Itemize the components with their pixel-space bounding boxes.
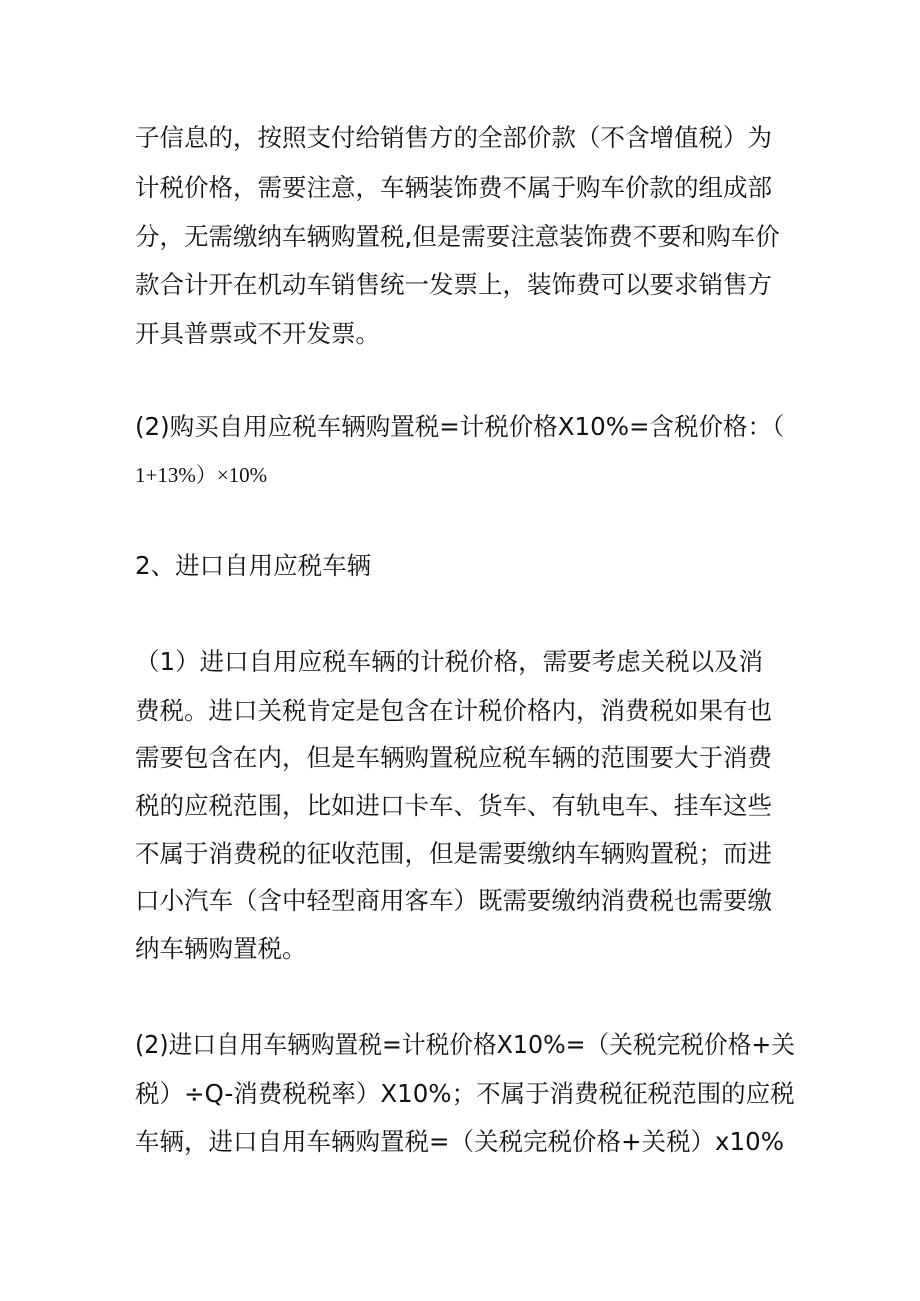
paragraph-1-line-1: 子信息的，按照支付给销售方的全部价款（不含增值税）为	[135, 123, 772, 152]
paragraph-4-line-3: 车辆，进口自用车辆购置税=（关税完税价格+关税）x10%	[135, 1127, 785, 1156]
paragraph-1-line-4: 款合计开在机动车销售统一发票上，装饰费可以要求销售方	[135, 270, 772, 299]
paragraph-2-line-2: 1+13%）×10%	[135, 463, 268, 487]
paragraph-3-line-3: 需要包含在内，但是车辆购置税应税车辆的范围要大于消费	[135, 743, 772, 772]
paragraph-1-line-2: 计税价格，需要注意，车辆装饰费不属于购车价款的组成部	[135, 173, 772, 202]
paragraph-4-line-1: (2)进口自用车辆购置税=计税价格X10%=（关税完税价格+关	[135, 1030, 796, 1059]
paragraph-1-line-3: 分，无需缴纳车辆购置税,但是需要注意装饰费不要和购车价	[135, 222, 780, 251]
paragraph-4-line-2: 税）÷Q-消费税税率）X10%；不属于消费税征税范围的应税	[135, 1079, 795, 1108]
section-heading-2: 2、进口自用应税车辆	[135, 551, 372, 580]
paragraph-3-line-7: 纳车辆购置税。	[135, 934, 307, 963]
paragraph-3-line-2: 费税。进口关税肯定是包含在计税价格内，消费税如果有也	[135, 696, 772, 725]
paragraph-3-line-1: （1）进口自用应税车辆的计税价格，需要考虑关税以及消	[135, 647, 764, 676]
paragraph-1-line-5: 开具普票或不开发票。	[135, 319, 380, 348]
paragraph-2-line-1: (2)购买自用应税车辆购置税=计税价格X10%=含税价格：（	[135, 412, 785, 441]
paragraph-3-line-5: 不属于消费税的征收范围，但是需要缴纳车辆购置税；而进	[135, 839, 772, 868]
paragraph-3-line-4: 税的应税范围，比如进口卡车、货车、有轨电车、挂车这些	[135, 791, 772, 820]
paragraph-3-line-6: 口小汽车（含中轻型商用客车）既需要缴纳消费税也需要缴	[135, 886, 772, 915]
